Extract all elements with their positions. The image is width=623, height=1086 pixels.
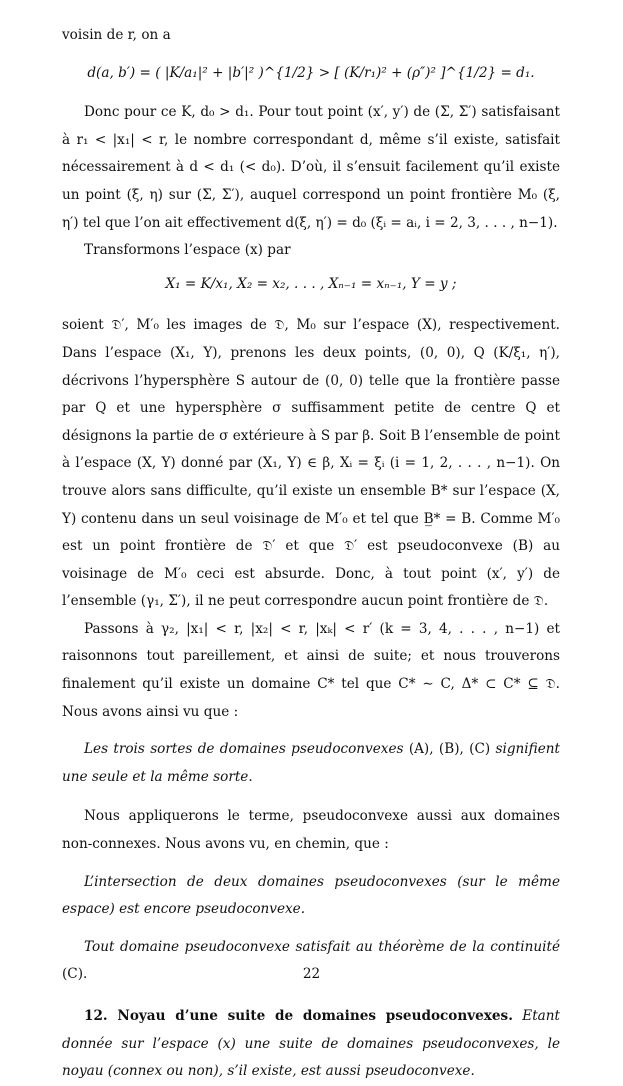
theorem-2: L’intersection de deux domaines pseudoconvexes (sur le même espace) est encore pseudoconvexe. bbox=[62, 873, 560, 918]
intro-line: voisin de r, on a bbox=[62, 27, 171, 43]
paragraph-2: Transformons l’espace (x) par bbox=[84, 242, 291, 259]
section-12 bbox=[62, 1003, 560, 1086]
theorem-3-text: Tout domaine pseudoconvexe satisfait au théorème de la continuité bbox=[84, 938, 560, 955]
paragraph-4: Passons à γ₂, |x₁| < r, |x₂| < r, |xₖ| < r′ (k = 3, 4, . . . , n−1) et raisonnons tout pareillement, et ainsi de suite; et nous trouverons finalement qu’il existe un domaine C* tel que C* ∼ C, Δ* ⊂ C* ⊆ 𝔇. Nous avons ainsi vu que : bbox=[62, 620, 560, 720]
page-body bbox=[62, 22, 560, 1086]
theorem-1-text-a: Les trois sortes de domaines pseudoconvexes bbox=[84, 741, 404, 758]
section-title: 12. Noyau d’une suite de domaines pseudoconvexes. bbox=[84, 1008, 513, 1024]
equation-transform: X₁ = K/x₁, X₂ = x₂, . . . , Xₙ₋₁ = xₙ₋₁, Y = y ; bbox=[165, 275, 457, 292]
paragraph-1: Donc pour ce K, d₀ > d₁. Pour tout point (x′, y′) de (Σ, Σ′) satisfaisant à r₁ < |x₁| < r, le nombre correspondant d, même s’il existe, satisfait nécessairement à d < d₁ (< d₀). D’où, il s’ensuit facilement qu’il existe un point (ξ, η) sur (Σ, Σ′), auquel correspond un point frontière M₀ (ξ, η′) tel que l’on ait effectivement d(ξ, η′) = d₀ (ξᵢ = aᵢ, i = 2, 3, . . . , n−1). bbox=[62, 104, 560, 231]
page-number: 22 bbox=[302, 966, 321, 982]
spacer bbox=[62, 791, 560, 803]
theorem-1-text-c: signifient une seule et la même sorte. bbox=[62, 741, 560, 785]
paragraph-3: soient 𝔇′, M′₀ les images de 𝔇, M₀ sur l’espace (X), respectivement. Dans l’espace (X₁, Y), prenons les deux points, (0, 0), Q (K/ξ₁, η′), décrivons l’hypersphère S autour de (0, 0) telle que la frontière passe par Q et une hypersphère σ suffisamment petite de centre Q et désignons la partie de σ extérieure à S par β. Soit B l’ensemble de point à l’espace (X, Y) donné par (X₁, Y) ∈ β, Xᵢ = ξᵢ (i = 1, 2, . . . , n−1). On trouve alors sans difficulte, qu’il existe un ensemble B* sur l’espace (X, Y) contenu dans un seul voisinage de M′₀ et tel que B̲* = B. Comme M′₀ est un point frontière de 𝔇′ et que 𝔇′ est pseudoconvexe (B) au voisinage de M′₀ ceci est absurde. Donc, à tout point (x′, y′) de l’ensemble (γ₁, Σ′), il ne peut correspondre aucun point frontière de 𝔇. bbox=[62, 317, 560, 610]
theorem-1 bbox=[62, 736, 560, 791]
theorem-1-labels: (A), (B), (C) bbox=[403, 741, 496, 758]
paragraph-5: Nous appliquerons le terme, pseudoconvexe aussi aux domaines non-connexes. Nous avons vu, en chemin, que : bbox=[62, 808, 560, 853]
theorem-3-label: (C). bbox=[62, 966, 88, 983]
equation-inequality: d(a, b′) = ( |K/a₁|² + |b′|² )^{1/2} > [ (K/r₁)² + (ρ″)² ]^{1/2} = d₁. bbox=[87, 64, 535, 81]
section-text: Etant donnée sur l’espace (x) une suite de domaines pseudoconvexes, le noyau (connex ou non), s’il existe, est aussi pseudoconvexe. bbox=[62, 1008, 560, 1080]
